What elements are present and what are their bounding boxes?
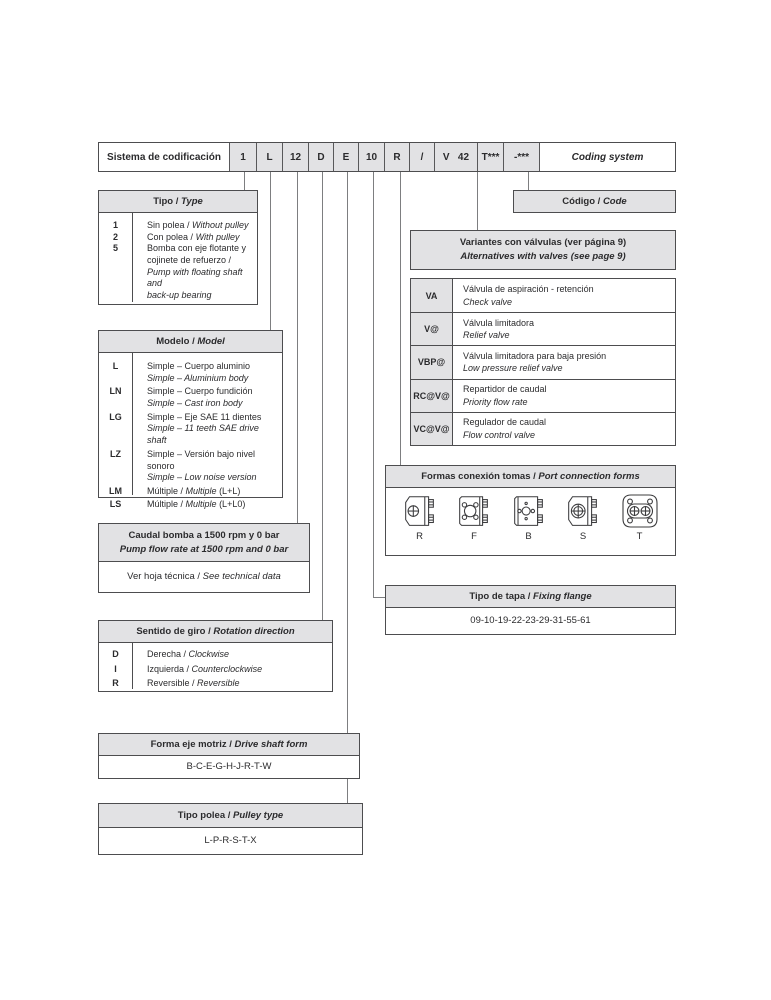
- sentido-box: [98, 620, 333, 692]
- modelo-row-L: L Simple – Cuerpo aluminio Simple – Aluminium body: [112, 361, 251, 383]
- coding-bar: [98, 142, 676, 172]
- caudal-header: Caudal bomba a 1500 rpm y 0 bar Pump flow rate at 1500 rpm and 0 bar: [99, 524, 309, 562]
- tapa-header: Tipo de tapa / Fixing flange: [386, 586, 675, 608]
- connector-cellD-to-sentido: [322, 172, 323, 620]
- codigo-header: Código / Code: [514, 191, 675, 212]
- modelo-row-LM: LM Múltiple / Multiple (L+L): [109, 485, 241, 496]
- port-form-r-label: R: [416, 531, 423, 542]
- code-cell-ports: R: [384, 143, 409, 171]
- sentido-row-I: I Izquierda / Counterclockwise: [114, 663, 263, 674]
- tipo-row-2: 2 Con polea / With pulley: [112, 231, 240, 242]
- modelo-row-LZ: LZ Simple – Versión bajo nivel sonoro Simple – Low noise version: [110, 448, 257, 483]
- codigo-box: [513, 190, 676, 213]
- variantes-box: [410, 230, 676, 270]
- valve-row-VCV: VC@V@ Regulador de caudal Flow control valve: [411, 412, 675, 445]
- valve-row-RCV: RC@V@ Repartidor de caudal Priority flow rate: [411, 379, 675, 412]
- tomas-box: [385, 465, 676, 556]
- tipo-box: [98, 190, 258, 305]
- connector-cellV-to-variantes: [477, 172, 478, 230]
- modelo-box: [98, 330, 283, 509]
- connector-cellE-to-eje: [347, 172, 348, 733]
- variantes-header: Variantes con válvulas (ver página 9) Alternatives with valves (see page 9): [411, 231, 675, 269]
- tipo-header: Tipo / Type: [99, 191, 257, 213]
- port-form-s: [562, 493, 604, 542]
- code-cell-slash: /: [409, 143, 434, 171]
- port-form-f-label: F: [471, 531, 477, 542]
- tipo-row-1: 1 Sin polea / Without pulley: [112, 220, 249, 230]
- modelo-row-LS: LS Múltiple / Multiple (L+L0): [109, 498, 246, 509]
- port-form-f-icon: [453, 493, 495, 531]
- modelo-column-divider: [132, 353, 133, 495]
- connector-cellcode-to-codigo: [528, 172, 529, 190]
- port-form-b-icon: [508, 493, 550, 531]
- modelo-row-LN: LN Simple – Cuerpo fundición Simple – Cast iron body: [109, 386, 253, 409]
- modelo-header: Modelo / Model: [99, 331, 282, 353]
- coding-bar-title-en: Coding system: [539, 143, 675, 171]
- tapa-value: 09-10-19-22-23-29-31-55-61: [470, 615, 591, 626]
- connector-cellL-to-modelo: [270, 172, 271, 330]
- port-form-b: [508, 493, 550, 542]
- code-cell-type: 1: [229, 143, 256, 171]
- valve-row-VA: VA Válvula de aspiración - retención Check valve: [411, 279, 675, 312]
- tomas-header: Formas conexión tomas / Port connection forms: [386, 466, 675, 488]
- port-form-b-label: B: [525, 531, 532, 542]
- connector-eje-to-polea: [347, 779, 348, 803]
- port-form-s-label: S: [579, 531, 587, 542]
- port-form-t: [617, 493, 663, 542]
- port-form-r: [399, 493, 441, 542]
- polea-box: [98, 803, 363, 855]
- code-cell-model: L: [256, 143, 282, 171]
- eje-value: B-C-E-G-H-J-R-T-W: [186, 761, 272, 772]
- code-cell-valves: V 42: [434, 143, 477, 171]
- port-form-t-label: T: [636, 531, 643, 542]
- code-cell-flow: 12: [282, 143, 308, 171]
- connector-cell1-to-tipo: [244, 172, 245, 190]
- tapa-box: [385, 585, 676, 635]
- port-form-r-icon: [399, 493, 441, 531]
- port-form-t-icon: [617, 493, 663, 531]
- sentido-header: Sentido de giro / Rotation direction: [99, 621, 332, 643]
- valve-row-V: V@ Válvula limitadora Relief valve: [411, 312, 675, 345]
- sentido-column-divider: [132, 643, 133, 689]
- connector-cell12-to-caudal: [297, 172, 298, 523]
- code-cell-shaft: E: [333, 143, 358, 171]
- port-forms: [386, 488, 675, 542]
- port-form-s-icon: [562, 493, 604, 531]
- connector-cell10-to-tapa-vertical: [373, 172, 374, 597]
- tipo-row-5: 5 Bomba con eje flotante y cojinete de refuerzo / Pump with floating shaft and back-up bearing: [112, 243, 247, 301]
- connector-cellR-to-tomas: [400, 172, 401, 465]
- port-form-f: [453, 493, 495, 542]
- eje-box: [98, 733, 360, 779]
- modelo-row-LG: LG Simple – Eje SAE 11 dientes Simple – 11 teeth SAE drive shaft: [109, 411, 262, 446]
- tipo-column-divider: [132, 213, 133, 302]
- coding-bar-title-es: Sistema de codificación: [107, 151, 221, 163]
- code-cell-suffix: -***: [503, 143, 539, 171]
- code-cell-rotation: D: [308, 143, 333, 171]
- code-cell-tstar: T***: [477, 143, 503, 171]
- sentido-row-R: R Reversible / Reversible: [112, 678, 240, 689]
- polea-header: Tipo polea / Pulley type: [99, 804, 362, 828]
- valve-table: [410, 278, 676, 446]
- code-cell-flange: 10: [358, 143, 384, 171]
- sentido-row-D: D Derecha / Clockwise: [112, 649, 230, 659]
- polea-value: L-P-R-S-T-X: [204, 835, 257, 846]
- caudal-box: [98, 523, 310, 593]
- valve-row-VBP: VBP@ Válvula limitadora para baja presión Low pressure relief valve: [411, 345, 675, 378]
- caudal-value: Ver hoja técnica / See technical data: [127, 570, 281, 582]
- eje-header: Forma eje motriz / Drive shaft form: [99, 734, 359, 756]
